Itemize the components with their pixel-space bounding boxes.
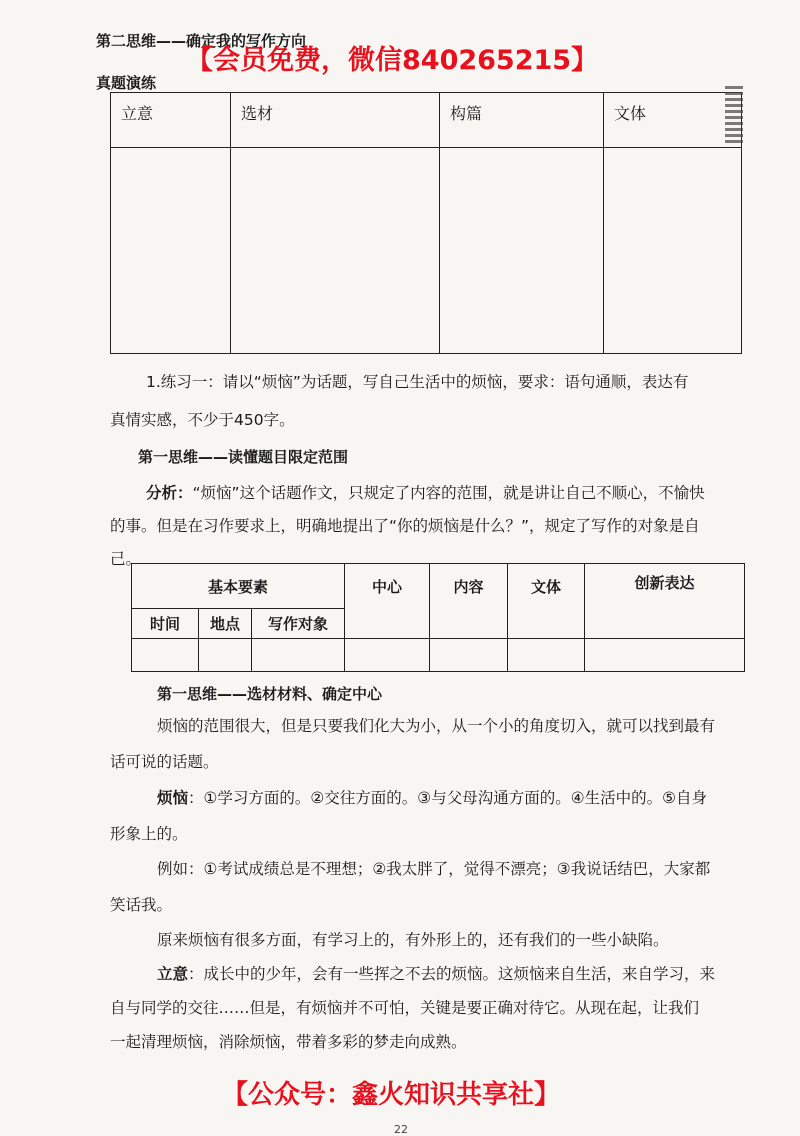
table-header-cell: 文体 (508, 564, 585, 639)
table-cell[interactable] (252, 639, 345, 672)
table-cell[interactable] (199, 639, 252, 672)
table-cell[interactable] (508, 639, 585, 672)
table-cell[interactable] (440, 148, 604, 354)
analysis-label: 分析： (146, 484, 193, 502)
planning-table (110, 92, 742, 354)
practice-heading: 真题演练 (96, 74, 157, 92)
table-header-cell: 基本要素 (132, 564, 345, 609)
table-header-cell: 构篇 (440, 93, 604, 148)
material-heading: 第一思维——选材材料、确定中心 (157, 685, 383, 703)
table-cell[interactable] (231, 148, 440, 354)
material-para-line-2: 话可说的话题。 (110, 753, 219, 771)
analysis-line-3: 己。 (110, 550, 142, 568)
trouble-label: 烦恼 (157, 789, 189, 807)
table-cell[interactable] (111, 148, 231, 354)
table-subheader-cell: 时间 (132, 609, 199, 639)
table-header-cell: 立意 (111, 93, 231, 148)
summary-line: 原来烦恼有很多方面，有学习上的，有外形上的，还有我们的一些小缺陷。 (157, 931, 669, 949)
example-line-1: 例如：①考试成绩总是不理想；②我太胖了，觉得不漂亮；③我说话结巴，大家都 (157, 860, 711, 878)
first-thinking-heading: 第一思维——读懂题目限定范围 (138, 448, 349, 466)
analysis-line-2: 的事。但是在习作要求上，明确地提出了“你的烦恼是什么？”，规定了写作的对象是自 (110, 517, 700, 535)
table-header-cell: 文体 (604, 93, 742, 148)
trouble-line-2: 形象上的。 (110, 825, 188, 843)
table-header-cell: 选材 (231, 93, 440, 148)
table-header-cell: 中心 (345, 564, 430, 639)
table-cell[interactable] (585, 639, 745, 672)
elements-table (131, 563, 745, 672)
table-cell[interactable] (345, 639, 430, 672)
table-subheader-cell: 写作对象 (252, 609, 345, 639)
analysis-line-1 (146, 481, 705, 503)
table-cell[interactable] (430, 639, 508, 672)
trouble-line-1 (157, 786, 707, 808)
watermark-bottom: 【公众号：鑫火知识共享社】 (222, 1080, 561, 1110)
theme-line-2: 自与同学的交往……但是，有烦恼并不可怕，关键是要正确对待它。从现在起，让我们 (110, 999, 700, 1017)
example-line-2: 笑话我。 (110, 896, 173, 914)
theme-line-3: 一起清理烦恼，消除烦恼，带着多彩的梦走向成熟。 (110, 1033, 467, 1051)
table-cell[interactable] (604, 148, 742, 354)
table-header-cell: 创新表达 (585, 564, 745, 639)
material-para-line-1: 烦恼的范围很大，但是只要我们化大为小，从一个小的角度切入，就可以找到最有 (157, 717, 716, 735)
watermark-top: 【会员免费，微信840265215】 (186, 45, 599, 76)
scan-noise (725, 86, 743, 146)
theme-text: ：成长中的少年，会有一些挥之不去的烦恼。这烦恼来自生活，来自学习，来 (188, 965, 716, 983)
trouble-text: ：①学习方面的。②交往方面的。③与父母沟通方面的。④生活中的。⑤自身 (188, 789, 707, 807)
table-subheader-cell: 地点 (199, 609, 252, 639)
table-cell[interactable] (132, 639, 199, 672)
analysis-text: “烦恼”这个话题作文，只规定了内容的范围，就是讲让自己不顺心，不愉快 (192, 484, 705, 502)
exercise-line-2: 真情实感，不少于450字。 (110, 411, 295, 429)
theme-label: 立意 (157, 965, 189, 983)
table-header-cell: 内容 (430, 564, 508, 639)
section-heading-top: 第二思维——确定我的写作方向 (96, 32, 307, 50)
theme-line-1 (157, 962, 715, 984)
page-number: 22 (394, 1123, 408, 1136)
exercise-line-1: 1.练习一：请以“烦恼”为话题，写自己生活中的烦恼，要求：语句通顺，表达有 (146, 373, 689, 391)
